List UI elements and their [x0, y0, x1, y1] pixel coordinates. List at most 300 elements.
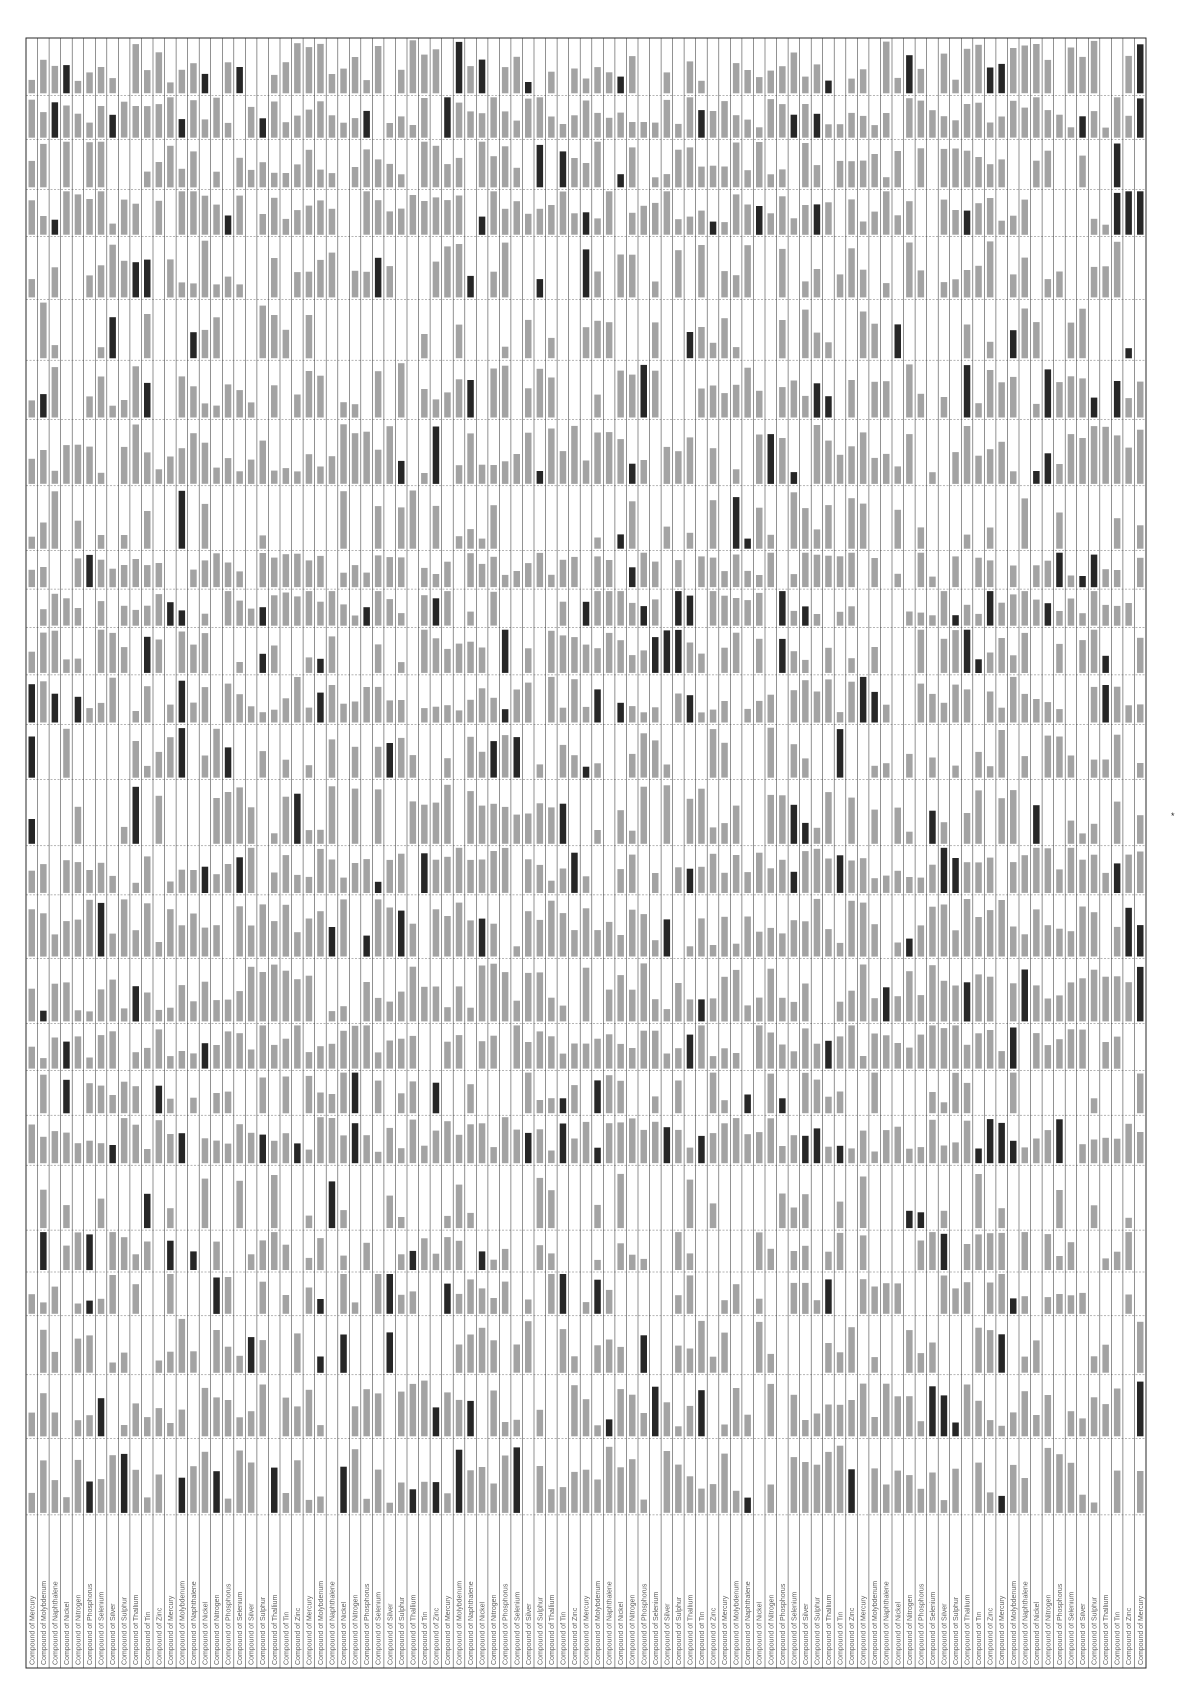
- table-cell: [156, 1120, 163, 1163]
- table-cell: [594, 272, 601, 298]
- table-cell: [814, 899, 821, 957]
- table-cell: [40, 1011, 47, 1022]
- table-cell: [768, 535, 775, 549]
- table-cell: [941, 200, 948, 235]
- table-cell: [791, 744, 798, 777]
- table-cell: [190, 332, 197, 358]
- table-cell: [306, 708, 313, 723]
- table-cell: [1010, 594, 1017, 625]
- table-cell: [225, 1400, 232, 1436]
- table-cell: [768, 1074, 775, 1114]
- table-cell: [1068, 434, 1075, 484]
- table-cell: [583, 163, 590, 187]
- table-cell: [860, 69, 867, 93]
- table-cell: [514, 168, 521, 188]
- table-cell: [594, 142, 601, 188]
- table-cell: [340, 878, 347, 893]
- table-cell: [560, 151, 567, 187]
- table-cell: [895, 466, 902, 483]
- table-cell: [283, 122, 290, 138]
- table-cell: [998, 1274, 1005, 1314]
- table-cell: [456, 465, 463, 484]
- table-cell: [1091, 41, 1098, 93]
- table-cell: [375, 998, 382, 1022]
- table-cell: [548, 998, 555, 1022]
- table-cell: [525, 1073, 532, 1114]
- table-cell: [1056, 1119, 1063, 1163]
- table-cell: [29, 871, 36, 893]
- table-cell: [617, 1174, 624, 1228]
- table-cell: [1022, 633, 1029, 673]
- table-cell: [606, 1075, 613, 1113]
- table-cell: [329, 636, 336, 673]
- table-cell: [225, 1000, 232, 1022]
- table-cell: [213, 729, 220, 778]
- table-cell: [848, 991, 855, 1022]
- table-cell: [560, 1274, 567, 1314]
- table-cell: [814, 1300, 821, 1314]
- table-cell: [271, 258, 278, 297]
- table-cell: [1068, 1463, 1075, 1513]
- table-cell: [514, 121, 521, 138]
- table-cell: [941, 703, 948, 723]
- table-cell: [548, 72, 555, 94]
- table-cell: [248, 1254, 255, 1270]
- table-cell: [1125, 1218, 1132, 1228]
- table-cell: [294, 1406, 301, 1436]
- table-cell: [352, 616, 359, 626]
- table-cell: [1045, 925, 1052, 956]
- table-cell: [40, 681, 47, 722]
- table-cell: [109, 569, 116, 588]
- table-cell: [791, 1283, 798, 1314]
- table-cell: [306, 657, 313, 673]
- table-cell: [871, 647, 878, 673]
- table-cell: [987, 1492, 994, 1513]
- row-label: Compound of Mercury: [583, 1595, 591, 1665]
- table-cell: [317, 849, 324, 893]
- table-cell: [86, 1141, 93, 1164]
- table-cell: [317, 467, 324, 484]
- table-cell: [1022, 1296, 1029, 1314]
- table-cell: [952, 986, 959, 1022]
- table-cell: [444, 758, 451, 778]
- table-cell: [167, 97, 174, 137]
- table-cell: [375, 687, 382, 723]
- table-cell: [629, 122, 636, 138]
- table-cell: [63, 1205, 69, 1228]
- row-label: Compound of Thallium: [271, 1594, 279, 1665]
- table-cell: [1091, 824, 1098, 844]
- table-cell: [260, 118, 267, 137]
- table-cell: [583, 876, 590, 893]
- table-cell: [1102, 225, 1109, 235]
- table-cell: [617, 640, 624, 673]
- table-cell: [421, 473, 428, 484]
- table-cell: [721, 648, 728, 673]
- table-cell: [144, 70, 151, 93]
- table-cell: [525, 99, 532, 138]
- table-cell: [179, 282, 186, 297]
- table-cell: [294, 1333, 301, 1372]
- table-cell: [75, 608, 82, 626]
- table-cell: [190, 1351, 197, 1372]
- table-cell: [283, 1295, 290, 1314]
- table-cell: [629, 910, 636, 957]
- table-cell: [52, 1480, 59, 1513]
- table-cell: [202, 504, 209, 549]
- table-cell: [756, 1232, 763, 1270]
- table-cell: [779, 1045, 786, 1069]
- table-cell: [664, 447, 671, 484]
- table-cell: [40, 1137, 47, 1163]
- table-cell: [710, 558, 717, 588]
- table-cell: [964, 813, 971, 844]
- table-cell: [479, 1328, 486, 1373]
- table-cell: [225, 563, 232, 588]
- table-cell: [998, 1426, 1005, 1437]
- table-cell: [86, 870, 93, 893]
- table-cell: [387, 1002, 394, 1022]
- table-cell: [698, 1489, 705, 1513]
- table-cell: [1010, 862, 1017, 893]
- table-cell: [179, 70, 186, 94]
- table-cell: [109, 245, 116, 298]
- table-cell: [317, 1093, 324, 1114]
- table-cell: [687, 1476, 694, 1513]
- table-cell: [906, 1475, 913, 1513]
- table-cell: [156, 1408, 163, 1436]
- table-cell: [133, 787, 140, 844]
- table-cell: [1033, 1340, 1040, 1372]
- table-cell: [410, 125, 417, 138]
- table-cell: [190, 870, 197, 893]
- table-cell: [837, 124, 844, 138]
- table-cell: [791, 1251, 798, 1270]
- table-cell: [479, 113, 486, 138]
- table-cell: [698, 1136, 705, 1163]
- table-cell: [825, 556, 832, 587]
- table-cell: [756, 639, 763, 673]
- table-cell: [583, 908, 590, 956]
- table-cell: [710, 827, 717, 843]
- table-cell: [710, 448, 717, 484]
- table-cell: [398, 854, 405, 893]
- table-cell: [1091, 426, 1098, 484]
- table-cell: [837, 1405, 844, 1437]
- table-cell: [109, 876, 116, 893]
- table-cell: [167, 705, 174, 723]
- table-cell: [1114, 1252, 1121, 1270]
- table-cell: [398, 507, 405, 548]
- table-cell: [248, 1411, 255, 1436]
- table-cell: [1068, 931, 1075, 956]
- row-label: Compound of Naphthalene: [468, 1581, 476, 1665]
- table-cell: [848, 1400, 855, 1436]
- table-cell: [895, 1396, 902, 1436]
- table-cell: [675, 250, 682, 297]
- table-cell: [941, 1146, 948, 1164]
- table-cell: [190, 1098, 197, 1114]
- table-cell: [802, 1246, 809, 1270]
- table-cell: [98, 903, 105, 957]
- row-label: Compound of Silver: [941, 1603, 949, 1665]
- table-cell: [975, 1463, 982, 1513]
- table-cell: [952, 279, 959, 297]
- table-cell: [756, 575, 763, 587]
- table-cell: [871, 1152, 878, 1164]
- table-cell: [675, 1081, 682, 1114]
- table-cell: [825, 342, 832, 358]
- table-cell: [63, 1497, 69, 1513]
- table-cell: [848, 498, 855, 549]
- table-cell: [871, 692, 878, 723]
- table-cell: [456, 379, 463, 417]
- table-cell: [848, 798, 855, 844]
- table-cell: [906, 1048, 913, 1069]
- table-cell: [571, 557, 578, 587]
- table-cell: [756, 853, 763, 893]
- row-label: Compound of Molybdenum: [1010, 1580, 1018, 1665]
- table-cell: [1137, 925, 1144, 956]
- table-cell: [906, 612, 913, 626]
- table-cell: [594, 648, 601, 673]
- table-cell: [236, 1417, 243, 1436]
- table-cell: [75, 1143, 82, 1163]
- table-cell: [975, 1149, 982, 1164]
- table-cell: [502, 243, 509, 298]
- table-cell: [998, 603, 1005, 626]
- table-cell: [848, 1148, 855, 1163]
- row-label: Compound of Zinc: [433, 1607, 441, 1665]
- table-cell: [583, 101, 590, 138]
- table-cell: [964, 1045, 971, 1069]
- table-cell: [40, 864, 47, 893]
- table-cell: [825, 1097, 832, 1114]
- table-cell: [1022, 934, 1029, 956]
- table-cell: [664, 765, 671, 778]
- table-cell: [248, 460, 255, 484]
- table-cell: [236, 196, 243, 235]
- table-cell: [802, 851, 809, 893]
- table-cell: [687, 1253, 694, 1270]
- table-cell: [1045, 999, 1052, 1022]
- table-cell: [52, 694, 59, 723]
- table-cell: [941, 1276, 948, 1314]
- table-cell: [883, 763, 890, 777]
- table-cell: [236, 1181, 243, 1228]
- table-cell: [964, 1385, 971, 1437]
- table-cell: [606, 1419, 613, 1436]
- table-cell: [560, 913, 567, 957]
- table-cell: [179, 191, 186, 234]
- table-cell: [1022, 855, 1029, 893]
- table-cell: [791, 472, 798, 484]
- table-cell: [271, 558, 278, 588]
- table-cell: [156, 594, 163, 626]
- table-cell: [1033, 471, 1040, 484]
- table-cell: [975, 203, 982, 235]
- table-cell: [109, 224, 116, 235]
- table-cell: [571, 930, 578, 957]
- table-cell: [860, 903, 867, 957]
- table-cell: [560, 560, 567, 587]
- table-cell: [871, 1073, 878, 1114]
- table-cell: [248, 1463, 255, 1513]
- table-cell: [629, 56, 636, 93]
- table-cell: [490, 741, 497, 778]
- table-cell: [98, 473, 105, 484]
- table-cell: [202, 756, 209, 778]
- table-cell: [1079, 576, 1086, 587]
- table-cell: [721, 101, 728, 138]
- table-cell: [825, 1041, 832, 1069]
- table-cell: [179, 1410, 186, 1437]
- table-cell: [190, 1053, 197, 1068]
- table-cell: [306, 315, 313, 358]
- table-cell: [363, 1499, 370, 1513]
- table-cell: [664, 630, 671, 673]
- table-cell: [560, 869, 567, 894]
- table-cell: [779, 998, 786, 1022]
- table-cell: [987, 1420, 994, 1436]
- table-cell: [1033, 848, 1040, 893]
- table-cell: [1091, 630, 1098, 673]
- table-cell: [1091, 219, 1098, 235]
- table-cell: [814, 425, 821, 484]
- table-cell: [121, 899, 128, 956]
- table-cell: [998, 798, 1005, 844]
- row-label: Compound of Tin: [976, 1611, 984, 1665]
- table-cell: [144, 511, 151, 549]
- table-cell: [814, 849, 821, 893]
- table-cell: [98, 191, 105, 234]
- table-cell: [1137, 815, 1144, 844]
- table-cell: [687, 1349, 694, 1373]
- table-cell: [410, 1489, 417, 1513]
- table-cell: [1091, 398, 1098, 418]
- table-cell: [144, 172, 151, 188]
- table-cell: [1010, 655, 1017, 673]
- table-cell: [733, 143, 740, 188]
- table-cell: [433, 638, 440, 673]
- table-cell: [1079, 57, 1086, 93]
- table-cell: [329, 927, 336, 957]
- table-cell: [75, 81, 82, 93]
- table-cell: [987, 1330, 994, 1373]
- table-cell: [121, 1454, 128, 1513]
- table-cell: [213, 1141, 220, 1164]
- table-cell: [594, 1148, 601, 1164]
- table-cell: [502, 209, 509, 235]
- table-cell: [964, 270, 971, 298]
- table-cell: [525, 1042, 532, 1069]
- table-cell: [768, 174, 775, 187]
- table-cell: [98, 377, 105, 418]
- table-cell: [179, 448, 186, 484]
- table-cell: [560, 804, 567, 844]
- table-cell: [895, 215, 902, 234]
- table-cell: [964, 365, 971, 417]
- table-cell: [594, 67, 601, 93]
- table-cell: [964, 899, 971, 957]
- table-cell: [514, 1447, 521, 1513]
- table-cell: [617, 935, 624, 957]
- table-cell: [675, 1346, 682, 1373]
- table-cell: [617, 810, 624, 844]
- table-cell: [29, 1413, 36, 1437]
- table-cell: [871, 558, 878, 587]
- row-label: Compound of Sulphur: [398, 1596, 406, 1665]
- table-cell: [133, 1284, 140, 1314]
- table-cell: [75, 521, 82, 549]
- table-cell: [421, 805, 428, 844]
- table-cell: [456, 644, 463, 673]
- table-cell: [109, 1031, 116, 1068]
- table-cell: [248, 1050, 255, 1069]
- table-cell: [490, 505, 497, 549]
- table-cell: [467, 1213, 474, 1228]
- table-cell: [814, 114, 821, 138]
- table-cell: [40, 144, 47, 187]
- table-cell: [975, 103, 982, 138]
- table-cell: [1091, 111, 1098, 138]
- table-cell: [133, 44, 140, 93]
- table-cell: [1091, 970, 1098, 1022]
- table-cell: [537, 471, 544, 484]
- table-cell: [1091, 555, 1098, 588]
- table-cell: [952, 1288, 959, 1313]
- table-cell: [317, 101, 324, 137]
- table-cell: [375, 1274, 382, 1314]
- table-cell: [1022, 258, 1029, 298]
- table-cell: [387, 860, 394, 893]
- table-cell: [456, 1400, 463, 1436]
- table-cell: [583, 602, 590, 626]
- table-cell: [1010, 471, 1017, 484]
- table-cell: [837, 1092, 844, 1114]
- table-cell: [248, 807, 255, 844]
- table-cell: [236, 158, 243, 188]
- table-cell: [144, 565, 151, 587]
- table-cell: [398, 1217, 405, 1228]
- table-cell: [756, 508, 763, 549]
- table-cell: [467, 111, 474, 137]
- table-cell: [825, 1147, 832, 1164]
- table-cell: [998, 1208, 1005, 1228]
- table-cell: [756, 1322, 763, 1373]
- table-cell: [883, 1130, 890, 1163]
- table-cell: [179, 1133, 186, 1163]
- table-cell: [629, 655, 636, 673]
- table-cell: [941, 1211, 948, 1228]
- table-cell: [260, 1385, 267, 1437]
- table-cell: [918, 684, 925, 723]
- table-cell: [837, 1146, 844, 1163]
- table-cell: [167, 909, 174, 956]
- table-cell: [837, 712, 844, 722]
- table-cell: [283, 760, 290, 778]
- table-cell: [779, 196, 786, 234]
- table-cell: [29, 537, 36, 549]
- table-cell: [733, 347, 740, 358]
- table-cell: [1102, 760, 1109, 778]
- table-cell: [1102, 1042, 1109, 1069]
- table-cell: [1137, 525, 1144, 548]
- row-label: Compound of Sulphur: [814, 1596, 822, 1665]
- table-cell: [1079, 438, 1086, 484]
- table-cell: [606, 432, 613, 484]
